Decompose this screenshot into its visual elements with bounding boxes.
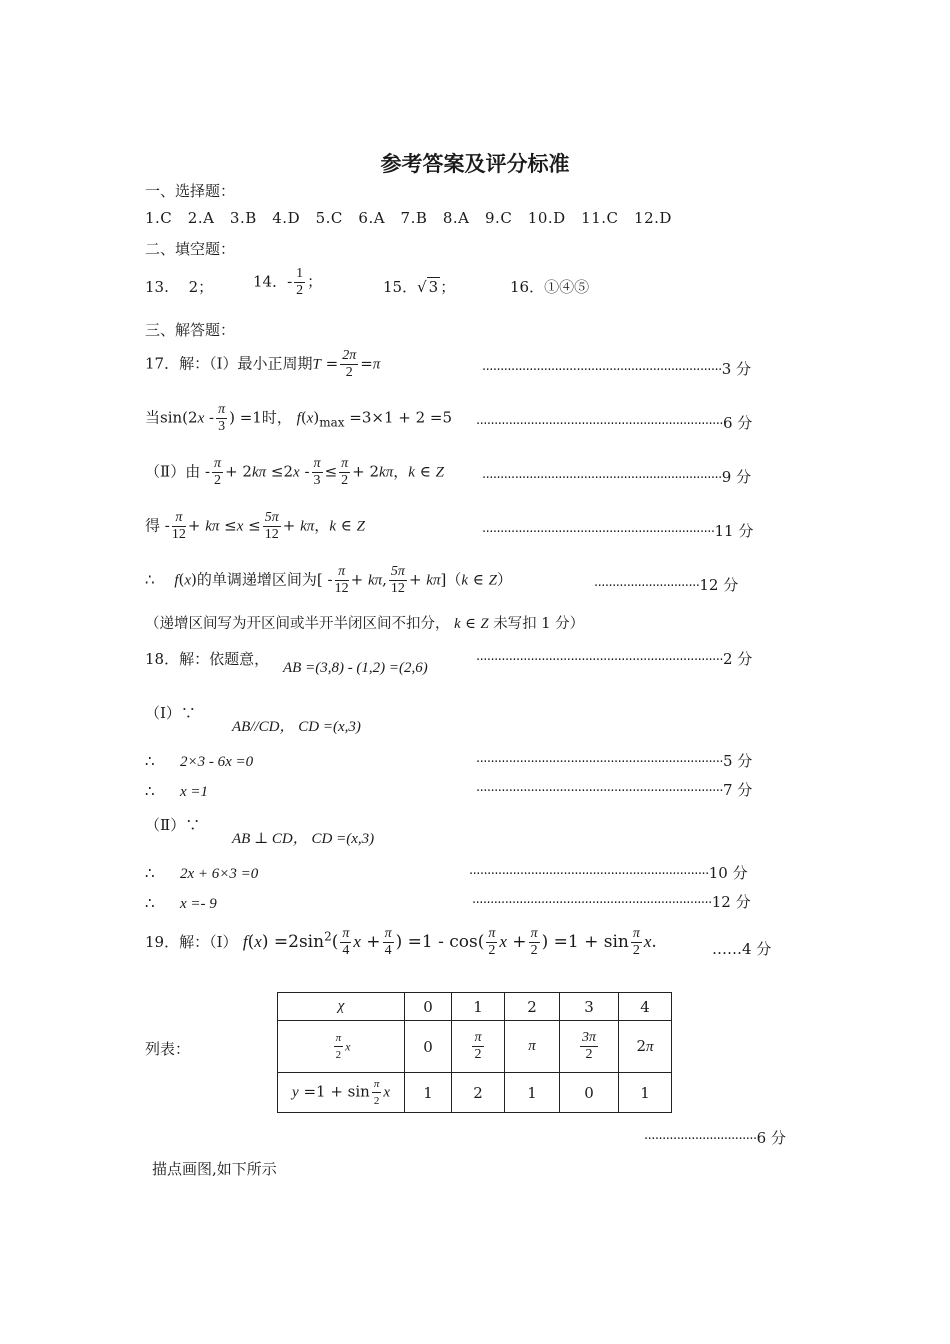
table-cell: $\frac{\pi}{2}$	[452, 1021, 505, 1073]
q18-therefore-3: ∴	[145, 864, 155, 882]
q18-result-3: 2x + 6×3 =0	[180, 866, 259, 882]
q18-result-2: x =1	[180, 784, 209, 800]
q18-result-4-score: ··································································12 分	[472, 893, 751, 911]
q18-result-2-score: ····································································7 分	[476, 781, 753, 799]
q19-table-score: ·······························6 分	[644, 1129, 786, 1147]
q18-part2: （Ⅱ）∵	[145, 816, 201, 834]
table-cell: π	[505, 1021, 560, 1073]
table-cell: 3	[560, 993, 619, 1021]
q17-line1-score: ··································································3 分	[482, 360, 752, 378]
table-cell: 2π	[619, 1021, 672, 1073]
choice-answers: 1.C 2.A 3.B 4.D 5.C 6.A 7.B 8.A 9.C 10.D 11.C 12.D	[145, 209, 672, 227]
q17-line2-score: ····································································6 分	[476, 414, 753, 432]
q18-result-1: 2×3 - 6x =0	[180, 754, 254, 770]
q18-part1: （Ⅰ）∵	[145, 704, 196, 722]
q19-table-label: 列表：	[145, 1040, 191, 1058]
q18-result-3-score: ··································································10 分	[469, 864, 748, 882]
table-row	[278, 1021, 672, 1073]
q17-line3-score: ··································································9 分	[482, 468, 752, 486]
q17-note: （递增区间写为开区间或半开半闭区间不扣分， k ∈ Z 未写扣 1 分）	[145, 616, 585, 632]
table-cell: y =1 + sin $\frac{\pi}{2}$ x	[278, 1073, 405, 1113]
section-fill-heading: 二、填空题：	[145, 240, 236, 258]
q17-line4: 得 - $\frac{\pi}{12}$ + kπ ≤x ≤ $\frac{5\pi}{12}$ + kπ，k ∈ Z	[145, 510, 365, 542]
q19-line1: 19．解：（Ⅰ） $f(x) =2\sin^2$( $\frac{\pi}{4}$ x + $\frac{\pi}{4}$ ) =1 - cos( $\frac{\pi}{2}$ x + $\frac{\pi}{2}$ ) =1 + sin $\frac{\pi}{2}$ x.	[145, 926, 657, 958]
table-cell: χ	[278, 993, 405, 1021]
table-cell: $\frac{3\pi}{2}$	[560, 1021, 619, 1073]
table-cell: 0	[405, 993, 452, 1021]
table-cell: 2	[452, 1073, 505, 1113]
page-title: 参考答案及评分标准	[380, 151, 570, 176]
q18-line1: 18．解：依题意，	[145, 650, 270, 668]
section-choice-heading: 一、选择题：	[145, 182, 236, 200]
fill-answer-16: 16．①④⑤	[510, 278, 590, 296]
q17-line3: （Ⅱ）由 - $\frac{\pi}{2}$ + 2kπ ≤2x - $\frac{\pi}{3}$ ≤ $\frac{\pi}{2}$ + 2kπ，k ∈ Z	[145, 456, 444, 488]
q18-line1-score: ····································································2 分	[476, 650, 753, 668]
q18-part1-math: AB//CD， CD =(x,3)	[232, 719, 361, 735]
value-table	[277, 992, 672, 1113]
fill-answer-14: 14．- $\frac{1}{2}$ ；	[253, 266, 323, 298]
q17-line5-score: ·····························12 分	[594, 576, 739, 594]
q18-therefore-4: ∴	[145, 894, 155, 912]
table-cell: 2	[505, 993, 560, 1021]
q19-line1-score: ……4 分	[712, 940, 772, 958]
table-row	[278, 993, 672, 1021]
q18-line1-math: AB =(3,8) - (1,2) =(2,6)	[283, 660, 428, 676]
q18-therefore-2: ∴	[145, 782, 155, 800]
table-cell: 4	[619, 993, 672, 1021]
q18-therefore-1: ∴	[145, 752, 155, 770]
fill-answer-13: 13. 2；	[145, 278, 214, 296]
table-cell: 1	[452, 993, 505, 1021]
q17-line4-score: ································································11 分	[482, 522, 754, 540]
table-cell: 0	[405, 1021, 452, 1073]
q19-plot-text: 描点画图,如下所示	[152, 1160, 277, 1178]
section-solve-heading: 三、解答题：	[145, 321, 236, 339]
q17-line1: 17．解：（Ⅰ）最小正周期T = $\frac{2\pi}{2}$ =π	[145, 348, 381, 380]
table-cell: 1	[405, 1073, 452, 1113]
q17-line5: ∴ f(x)的单调递增区间为[ - $\frac{\pi}{12}$ + kπ, $\frac{5\pi}{12}$ + kπ]（k ∈ Z）	[145, 564, 512, 596]
table-cell: 1	[505, 1073, 560, 1113]
table-cell: 0	[560, 1073, 619, 1113]
q18-result-1-score: ····································································5 分	[476, 752, 753, 770]
fill-answer-15: 15．√ 3 ；	[383, 278, 456, 296]
table-row	[278, 1073, 672, 1113]
q18-result-4: x =- 9	[180, 896, 217, 912]
q18-part2-math: AB ⊥ CD， CD =(x,3)	[232, 831, 375, 847]
q17-line2: 当sin(2x - $\frac{\pi}{3}$ ) =1时， $f(x)_{max} =3\times 1 + 2 =5$	[145, 402, 453, 434]
table-cell: $\frac{\pi}{2}$ x	[278, 1021, 405, 1073]
table-cell: 1	[619, 1073, 672, 1113]
